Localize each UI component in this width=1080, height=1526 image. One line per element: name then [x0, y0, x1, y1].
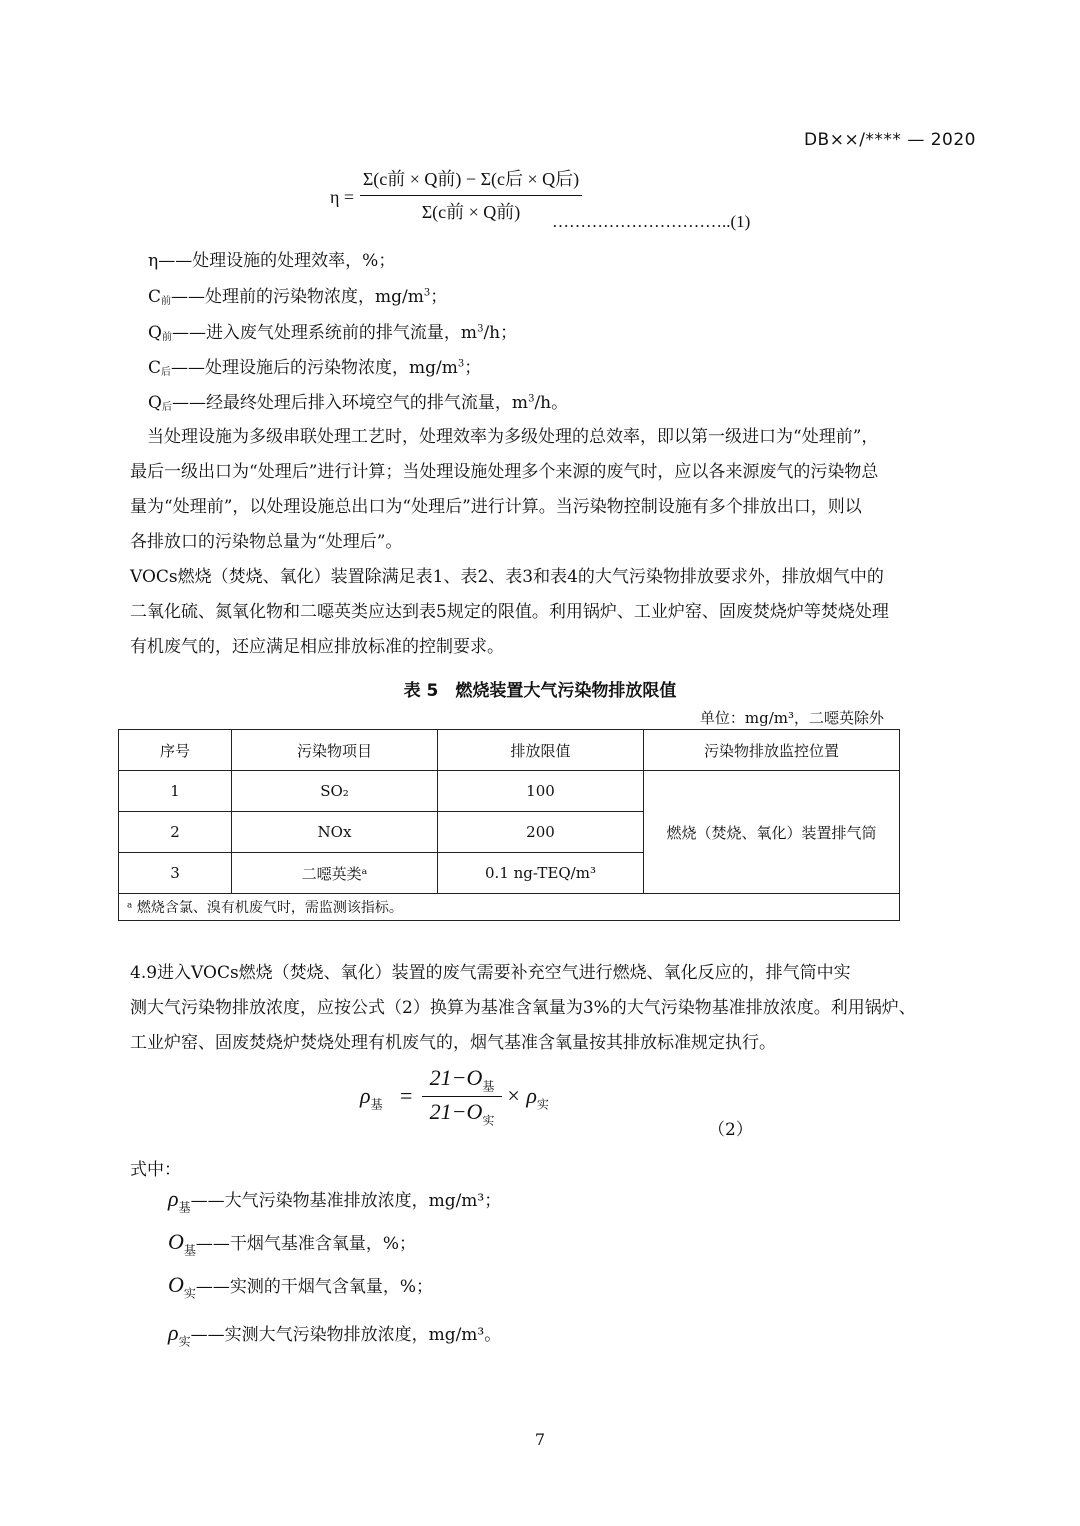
formula-2-denominator: $21-O_实$ [429, 1099, 495, 1128]
text-line: 测大气污染物排放浓度，应按公式（2）换算为基准含氧量为3%的大气污染物基准排放浓度。利用锅炉、 [130, 998, 916, 1018]
def-c-before: $C_前——$处理前的污染物浓度，$mg/m^3$； [148, 287, 448, 307]
col-header-location: 污染物排放监控位置 [644, 730, 900, 771]
cell-no: 3 [119, 853, 232, 894]
fraction-bar [360, 195, 582, 196]
table-note-row [119, 894, 900, 921]
def-o-base: $O_基——$干烟气基准含氧量，%； [168, 1229, 417, 1258]
def-rho-base: $\rho_基——$大气污染物基准排放浓度，mg/m³； [168, 1186, 502, 1215]
text-line: 当处理设施为多级串联处理工艺时，处理效率为多级处理的总效率，即以第一级进口为“处理前”， [130, 427, 879, 447]
text-line: 工业炉窑、固废焚烧炉焚烧处理有机废气的，烟气基准含氧量按其排放标准规定执行。 [130, 1033, 776, 1053]
where-label: 式中： [130, 1160, 181, 1180]
cell-item: 二噁英类ᵃ [232, 853, 438, 894]
equals-sign: = [400, 1083, 413, 1108]
text-line: 最后一级出口为“处理后”进行计算；当处理设施处理多个来源的废气时，应以各来源废气的污染物总 [130, 462, 879, 482]
def-q-after: $Q_后——$经最终处理后排入环境空气的排气流量，$m^3/h$。 [148, 393, 569, 413]
text-line: 量为“处理前”，以处理设施总出口为“处理后”进行计算。当污染物控制设施有多个排放出口，则以 [130, 497, 862, 517]
formula-2-lhs: $\rho_基$ [360, 1083, 383, 1112]
def-eta: η——处理设施的处理效率，%； [148, 251, 396, 271]
table-footnote: ᵃ 燃烧含氯、溴有机废气时，需监测该指标。 [119, 894, 900, 921]
paragraph-vocs-combustion [130, 560, 980, 665]
table-unit: 单位：mg/m³，二噁英除外 [699, 709, 884, 727]
text-line: VOCs燃烧（焚烧、氧化）装置除满足表1、表2、表3和表4的大气污染物排放要求外，排放烟气中的 [130, 567, 884, 587]
fraction-bar [422, 1096, 502, 1097]
standard-code: DB××/**** — 2020 [803, 130, 976, 150]
text-line: 各排放口的污染物总量为“处理后”。 [130, 532, 403, 552]
col-header-limit: 排放限值 [438, 730, 644, 771]
emission-limits-table [118, 729, 900, 921]
text-line: 4.9进入VOCs燃烧（焚烧、氧化）装置的废气需要补充空气进行燃烧、氧化反应的，排气筒中实 [130, 963, 851, 983]
cell-limit: 200 [438, 812, 644, 853]
table-header-row [119, 730, 900, 771]
col-header-item: 污染物项目 [232, 730, 438, 771]
text-line: 二氧化硫、氮氧化物和二噁英类应达到表5规定的限值。利用锅炉、工业炉窑、固废焚烧炉等焚烧处理 [130, 602, 889, 622]
cell-no: 2 [119, 812, 232, 853]
formula-2-rhs: × $\rho_实$ [506, 1083, 549, 1112]
table-title: 表 5 燃烧装置大气污染物排放限值 [403, 681, 677, 701]
page-number: 7 [534, 1430, 546, 1449]
formula-2-fraction [422, 1065, 502, 1129]
cell-limit: 100 [438, 771, 644, 812]
formula-1-denominator: Σ(c前 × Q前) [421, 202, 521, 222]
cell-no: 1 [119, 771, 232, 812]
formula-2-numerator: $21-O_基$ [429, 1065, 495, 1094]
formula-1-number: …………………………..(1) [552, 212, 751, 231]
def-q-before: $Q_前——$进入废气处理系统前的排气流量，$m^3/h$； [148, 323, 518, 343]
formula-1-lhs: η = [330, 187, 355, 207]
table-row [119, 771, 900, 812]
cell-item: SO₂ [232, 771, 438, 812]
paragraph-efficiency [130, 420, 980, 560]
formula-1-fraction [360, 165, 582, 224]
formula-2-number: （2） [708, 1120, 753, 1140]
text-line: 有机废气的，还应满足相应排放标准的控制要求。 [130, 637, 504, 657]
col-header-no: 序号 [119, 730, 232, 771]
cell-item: NOx [232, 812, 438, 853]
paragraph-4-9 [130, 956, 980, 1061]
cell-limit: 0.1 ng-TEQ/m³ [438, 853, 644, 894]
def-o-measured: $O_实——$实测的干烟气含氧量，%； [168, 1272, 434, 1301]
cell-location: 燃烧（焚烧、氧化）装置排气筒 [644, 771, 900, 894]
def-c-after: $C_后——$处理设施后的污染物浓度，$mg/m^3$； [148, 358, 482, 378]
def-rho-measured: $\rho_实——$实测大气污染物排放浓度，mg/m³。 [168, 1320, 502, 1349]
formula-1-numerator: Σ(c前 × Q前) − Σ(c后 × Q后) [362, 169, 580, 189]
